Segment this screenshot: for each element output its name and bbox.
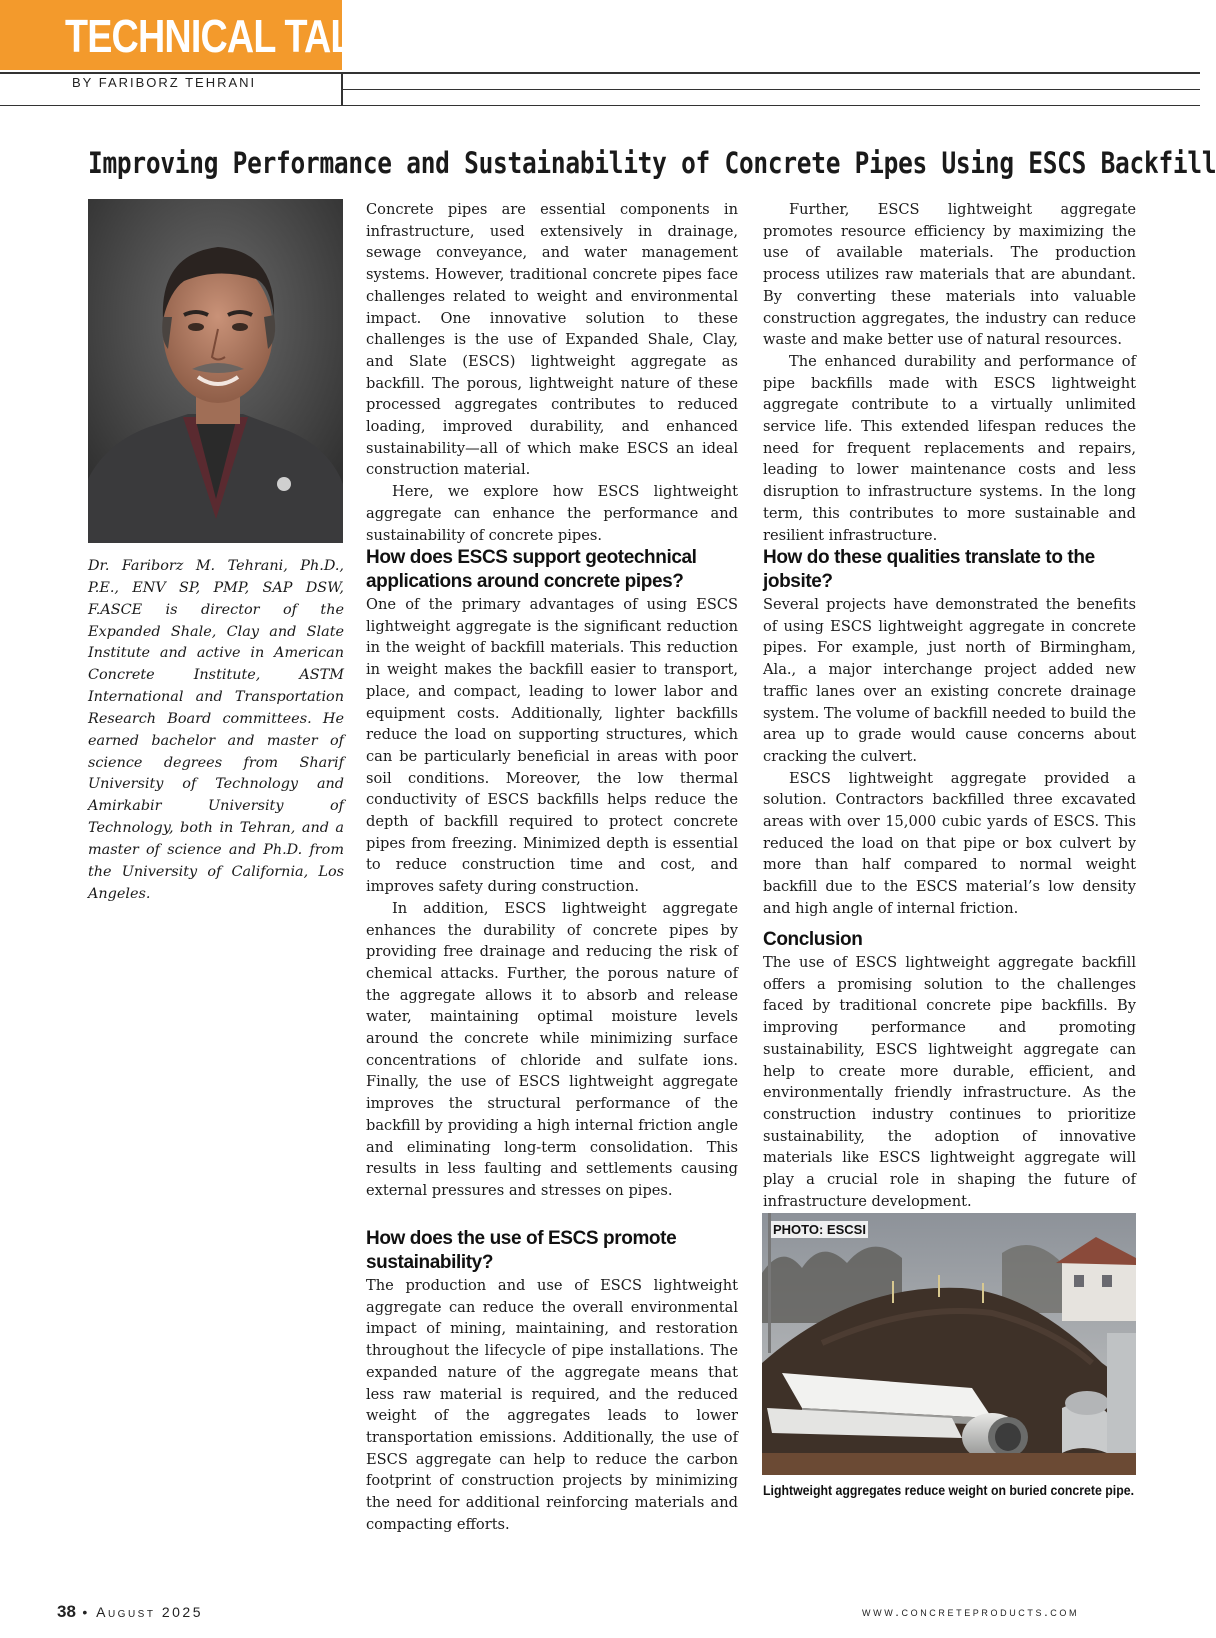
header-rule [343, 89, 1200, 90]
footer-issue [57, 1602, 203, 1622]
byline: BY FARIBORZ TEHRANI [72, 75, 257, 90]
paragraph: In addition, ESCS lightweight aggregate enhances the durability of concrete pipes by providing free drainage and reducing the risk of chemical attacks. Further, the porous nature of the aggregate allows it to absorb and release water, maintaining optimal moisture levels around the concrete while minimizing surface concentrations of chloride and sulfate ions. Finally, the use of ESCS lightweight aggregate improves the structural performance of the backfill by providing a high internal friction angle and eliminating long-term consolidation. This results in less faulting and settlements causing external pressures and stresses on pipes. [366, 899, 738, 1199]
photo-caption: Lightweight aggregates reduce weight on buried concrete pipe. [763, 1483, 1135, 1498]
footer-website: www.concreteproducts.com [862, 1604, 1080, 1619]
paragraph: Here, we explore how ESCS lightweight aggregate can enhance the performance and sustainability of concrete pipes. [366, 483, 738, 544]
paragraph: ESCS lightweight aggregate provided a solution. Contractors backfilled three excavated areas with over 15,000 cubic yards of ESCS. This reduced the load on that pipe or box culvert by more than half compared to normal weight backfill due to the ESCS material’s low density and high angle of internal friction. [763, 769, 1136, 917]
article-section-geotechnical [366, 546, 738, 1202]
paragraph: Several projects have demonstrated the benefits of using ESCS lightweight aggregate in concrete pipes. For example, just north of Birmingham, Ala., a major interchange project added new traffic lanes over an existing concrete drainage system. The volume of backfill needed to build the area up to grade would cause concerns about cracking the culvert. [763, 596, 1136, 765]
jobsite-photo [762, 1213, 1136, 1475]
section-heading: How does the use of ESCS promote sustainability? [366, 1228, 677, 1273]
section-heading: Conclusion [763, 929, 863, 950]
article-section-jobsite [763, 546, 1136, 920]
issue-date: August 2025 [96, 1604, 203, 1620]
author-portrait [88, 199, 343, 543]
paragraph: The use of ESCS lightweight aggregate backfill offers a promising solution to the challenges faced by traditional concrete pipe backfills. By improving performance and promoting sustainability, ESCS lightweight aggregate can help to create more durable, efficient, and environmentally friendly infrastructure. As the construction industry continues to prioritize sustainability, the adoption of innovative materials like ESCS lightweight aggregate will play a crucial role in shaping the future of infrastructure development. [763, 954, 1136, 1210]
paragraph: The production and use of ESCS lightweight aggregate can reduce the overall environmental impact of mining, maintaining, and restoration throughout the lifecycle of pipe installations. The expanded nature of the aggregate means that less raw material is required, and the reduced weight of the aggregates leads to lower transportation emissions. Additionally, the use of ESCS aggregate can help to reduce the carbon footprint of construction projects by minimizing the need for additional reinforcing materials and compacting efforts. [366, 1277, 738, 1533]
section-banner [0, 0, 380, 70]
paragraph: The enhanced durability and performance of pipe backfills made with ESCS lightweight aggregate contribute to a virtually unlimited service life. This extended lifespan reduces the need for frequent replacements and repairs, leading to lower maintenance costs and less disruption to infrastructure systems. In the long term, this contributes to more sustainable and resilient infrastructure. [763, 352, 1136, 544]
header-rule [0, 105, 1200, 106]
article-section-conclusion [763, 928, 1136, 1212]
section-heading: How do these qualities translate to the jobsite? [763, 547, 1095, 592]
paragraph: Further, ESCS lightweight aggregate promotes resource efficiency by maximizing the use of available materials. The production process utilizes raw materials that are abundant. By converting these materials into valuable construction aggregates, the industry can reduce waste and make better use of natural resources. [763, 201, 1136, 349]
photo-credit: PHOTO: ESCSI [773, 1222, 866, 1237]
page-number: 38 [57, 1602, 76, 1621]
header-rule [0, 72, 1200, 74]
paragraph: One of the primary advantages of using ESCS lightweight aggregate is the significant reduction in the weight of backfill materials. This reduction in weight makes the backfill easier to transport, place, and compact, leading to lower labor and equipment costs. Additionally, lighter backfills reduce the load on supporting structures, which can be particularly beneficial in areas with poor soil conditions. Moreover, the low thermal conductivity of ESCS backfills helps reduce the depth of backfill required to protect concrete pipes from freezing. Minimized depth is essential to reduce construction time and cost, and improves safety during construction. [366, 596, 738, 896]
article-title: Improving Performance and Sustainability of Concrete Pipes Using ESCS Backfill [88, 146, 1216, 180]
section-heading: How does ESCS support geotechnical applications around concrete pipes? [366, 547, 697, 592]
article-column-intro [366, 199, 738, 546]
paragraph: Concrete pipes are essential components in infrastructure, used extensively in drainage, sewage conveyance, and water management systems. However, traditional concrete pipes face challenges related to weight and environmental impact. One innovative solution to these challenges is the use of Expanded Shale, Clay, and Slate (ESCS) lightweight aggregate as backfill. The porous, lightweight nature of these processed aggregates contributes to reduced loading, improved durability, and enhanced sustainability—all of which make ESCS an ideal construction material. [366, 201, 738, 479]
section-title: TECHNICAL TALK [65, 10, 380, 62]
author-bio: Dr. Fariborz M. Tehrani, Ph.D., P.E., ENV SP, PMP, SAP DSW, F.ASCE is director of the Expanded Shale, Clay and Slate Institute and active in American Concrete Institute, ASTM International and Transportation Research Board committees. He earned bachelor and master of science degrees from Sharif University of Technology and Amirkabir University of Technology, both in Tehran, and a master of science and Ph.D. from the University of California, Los Angeles. [88, 558, 344, 902]
footer-separator: • [82, 1604, 90, 1620]
article-section-sustainability [366, 1227, 738, 1535]
article-column-right [763, 199, 1136, 546]
